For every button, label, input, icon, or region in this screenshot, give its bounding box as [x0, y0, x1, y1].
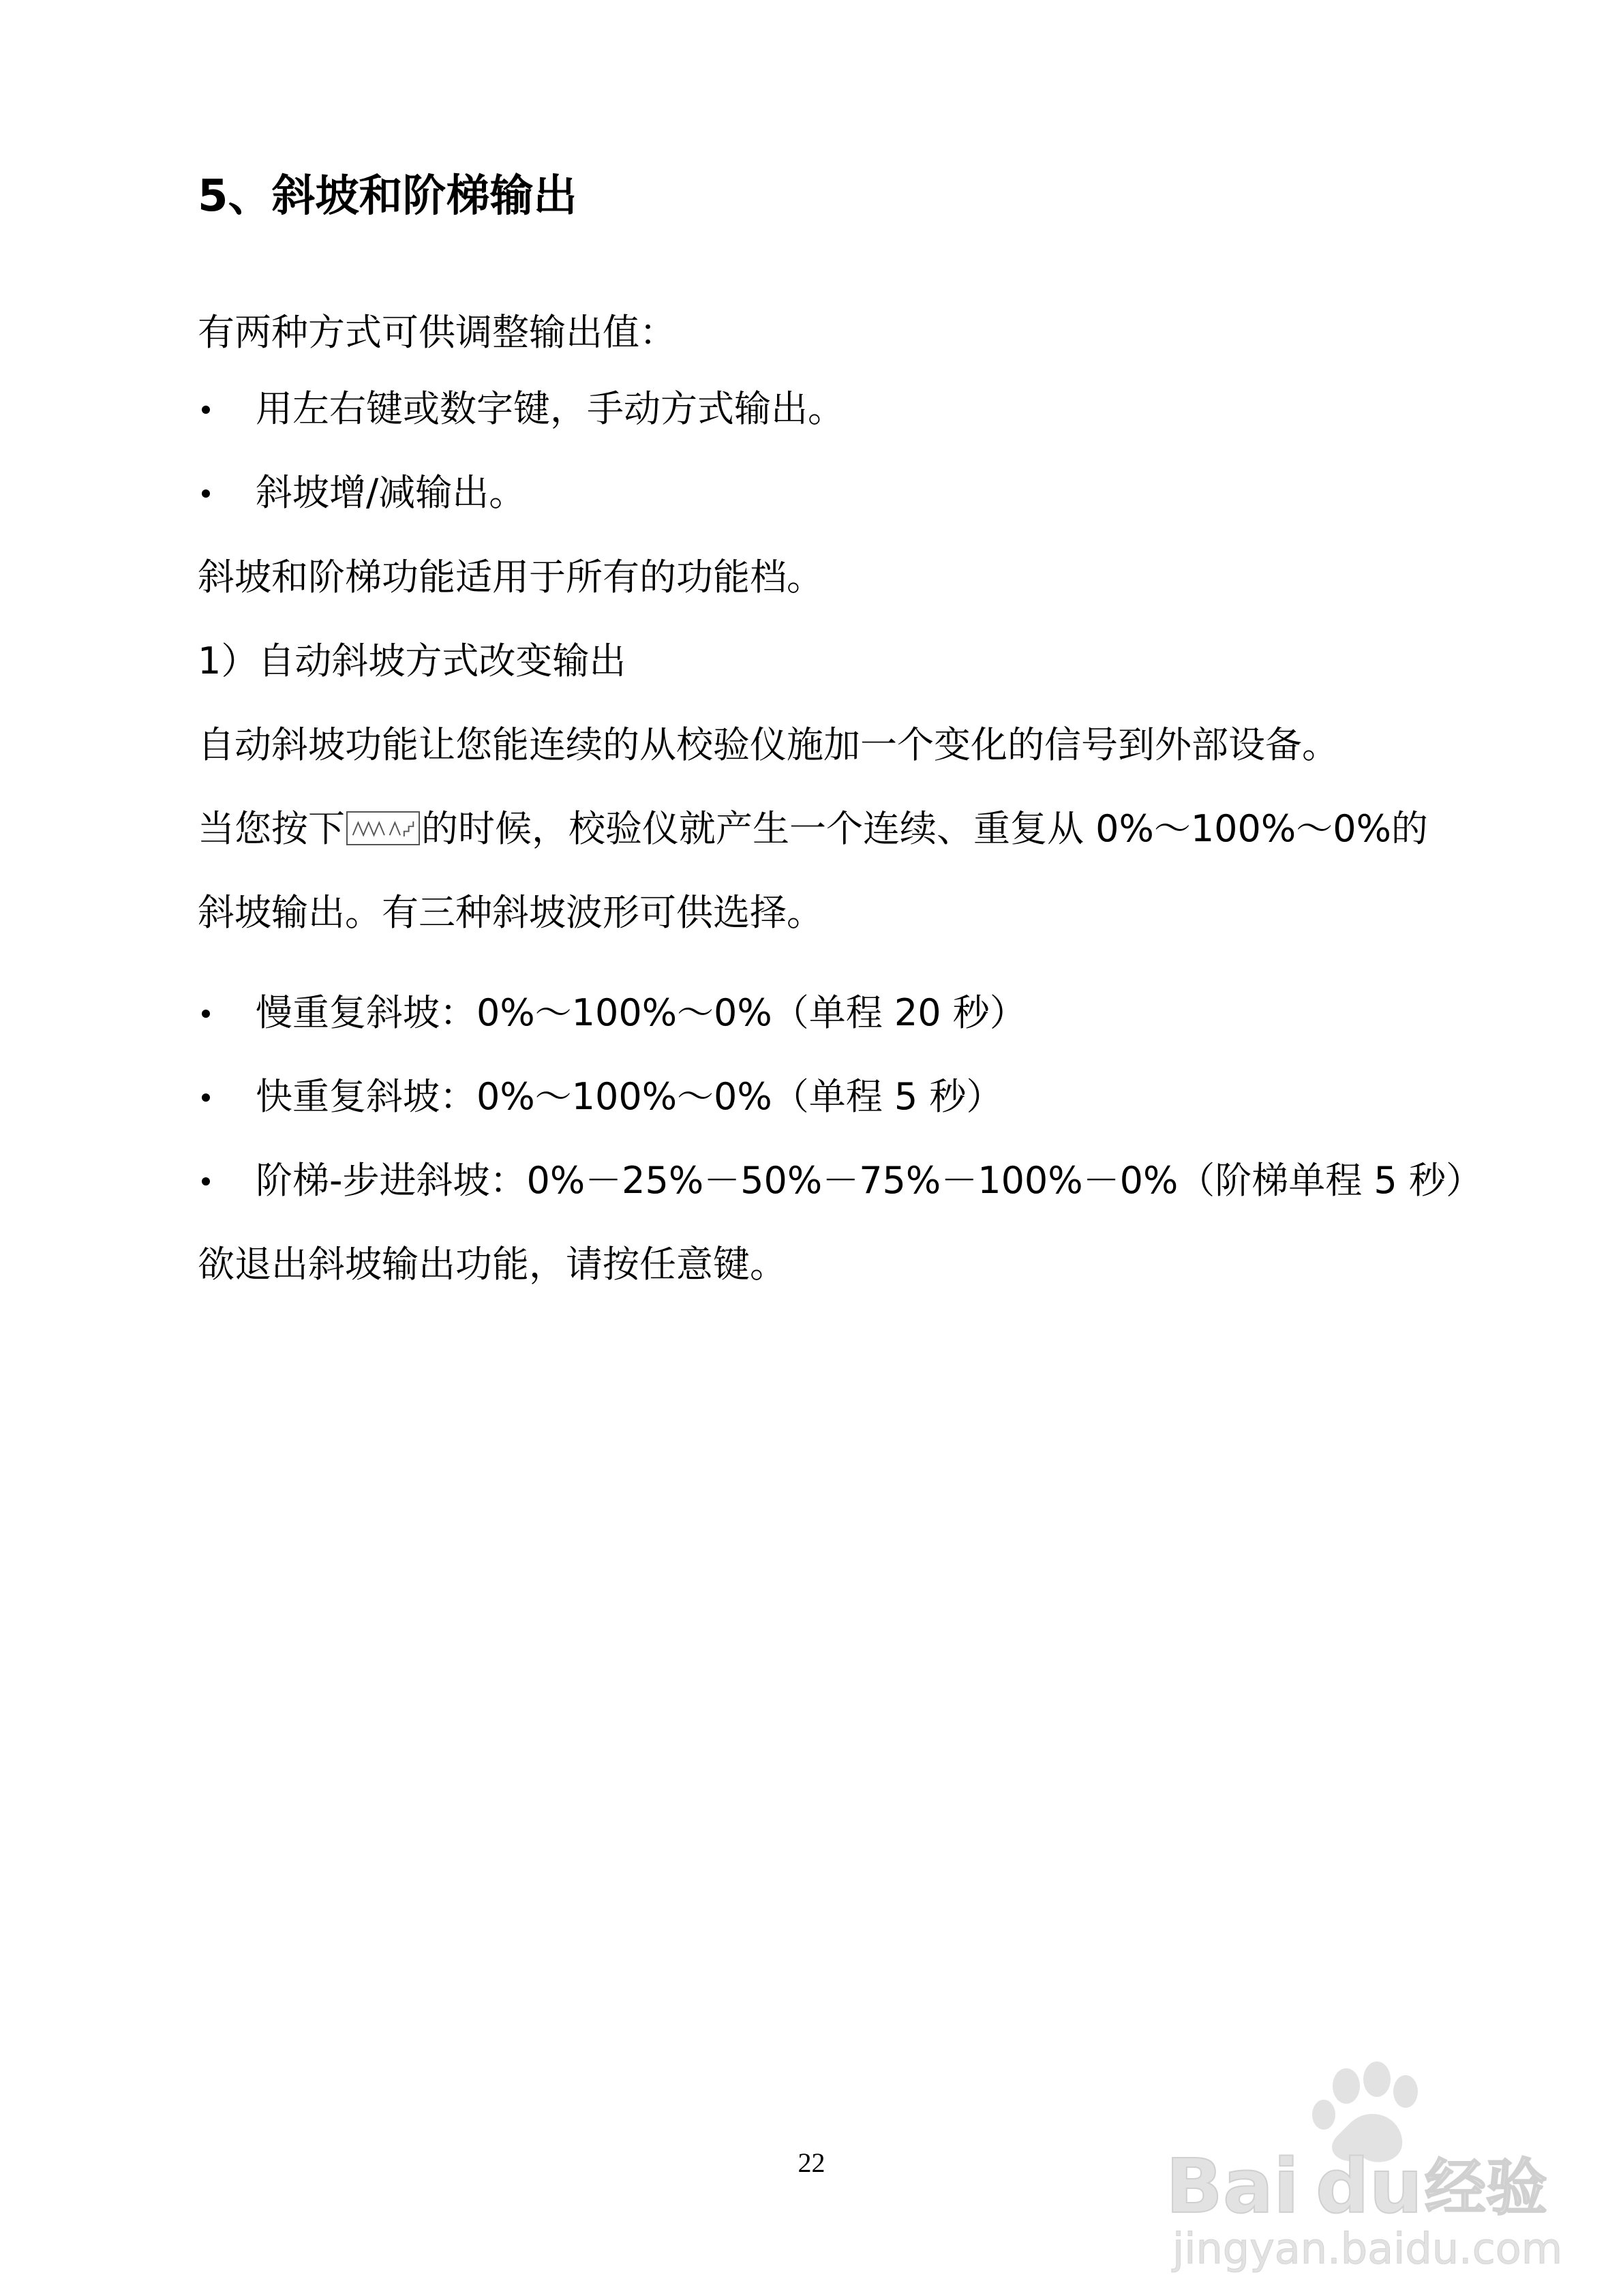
applies-text: 斜坡和阶梯功能适用于所有的功能档。 [198, 556, 823, 599]
subsection-description: 自动斜坡功能让您能连续的从校验仪施加一个变化的信号到外部设备。 [198, 723, 1339, 766]
baidu-jingyan-watermark [1152, 2059, 1588, 2277]
waveform-fast: 快重复斜坡：0%～100%～0%（单程 5 秒） [256, 1075, 1003, 1118]
ramp-options-intro: 斜坡输出。有三种斜坡波形可供选择。 [198, 891, 823, 934]
svg-text:du: du [1316, 2143, 1423, 2230]
intro-text: 有两种方式可供调整输出值： [198, 311, 676, 354]
bullet-dot [202, 1010, 210, 1018]
waveform-step: 阶梯-步进斜坡：0%－25%－50%－75%－100%－0%（阶梯单程 5 秒） [256, 1159, 1483, 1202]
subsection-title: 1）自动斜坡方式改变输出 [198, 639, 626, 682]
exit-instruction: 欲退出斜坡输出功能，请按任意键。 [198, 1243, 787, 1286]
svg-text:jingyan.baidu.com: jingyan.baidu.com [1172, 2224, 1563, 2274]
method-item-manual: 用左右键或数字键，手动方式输出。 [256, 387, 845, 430]
bullet-dot [202, 1177, 210, 1185]
page-number: 22 [798, 2147, 825, 2178]
svg-text:Bai: Bai [1166, 2143, 1299, 2230]
bullet-dot [202, 406, 210, 414]
press-text-before: 当您按下 [198, 807, 345, 850]
section-heading: 5、斜坡和阶梯输出 [198, 171, 577, 222]
svg-text:经验: 经验 [1425, 2152, 1547, 2224]
bullet-dot [202, 1093, 210, 1102]
waveform-slow: 慢重复斜坡：0%～100%～0%（单程 20 秒） [256, 991, 1027, 1034]
method-item-ramp: 斜坡增/减输出。 [256, 471, 526, 514]
bullet-dot [202, 489, 210, 498]
press-key-line [198, 802, 1428, 856]
press-text-after: 的时候，校验仪就产生一个连续、重复从 0%～100%～0%的 [421, 807, 1428, 850]
ramp-key-icon [346, 811, 420, 845]
